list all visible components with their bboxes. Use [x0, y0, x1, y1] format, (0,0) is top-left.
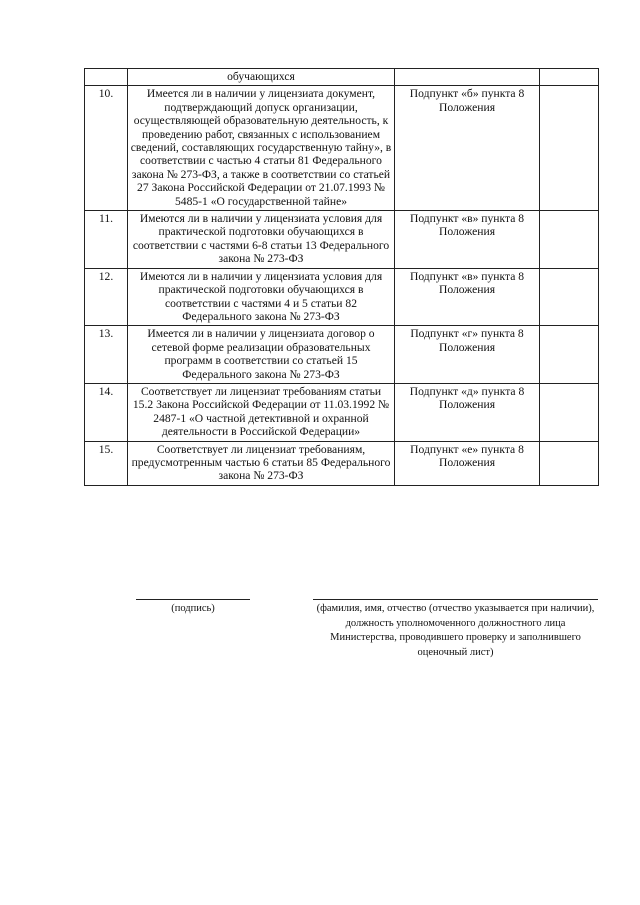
row-reference: Подпункт «в» пункта 8 Положения — [395, 211, 540, 269]
row-question: Имеется ли в наличии у лицензиата договор о сетевой форме реализации образовательных программ в соответствии со статьей 15 Федерального закона № 273-ФЗ — [128, 326, 395, 384]
row-reference: Подпункт «б» пункта 8 Положения — [395, 86, 540, 211]
row-reference: Подпункт «г» пункта 8 Положения — [395, 326, 540, 384]
table-row — [85, 86, 599, 211]
official-name-caption: (фамилия, имя, отчество (отчество указывается при наличии), должность уполномоченного должностного лица Министерства, проводившего проверку и заполнившего оценочный лист) — [316, 603, 595, 658]
table-row — [85, 211, 599, 269]
signature-caption: (подпись) — [171, 603, 215, 614]
row-number — [85, 69, 128, 86]
signature-line — [136, 599, 250, 600]
row-reference: Подпункт «в» пункта 8 Положения — [395, 268, 540, 326]
row-question: Имеется ли в наличии у лицензиата документ, подтверждающий допуск организации, осуществляющей образовательную деятельность, к проведению работ, связанных с использованием сведений, составляющих государственную тайну», в соответствии с частью 4 статьи 81 Федерального закона № 273-ФЗ, а также в соответствии со статьей 27 Закона Российской Федерации от 21.07.1993 № 5485-1 «О государственной тайне» — [128, 86, 395, 211]
row-answer — [540, 69, 599, 86]
official-name-line — [313, 599, 598, 600]
row-number: 10. — [85, 86, 128, 211]
row-answer — [540, 326, 599, 384]
checklist-table — [84, 68, 599, 486]
row-reference: Подпункт «е» пункта 8 Положения — [395, 441, 540, 485]
row-answer — [540, 86, 599, 211]
row-question: обучающихся — [128, 69, 395, 86]
table-row — [85, 326, 599, 384]
row-reference — [395, 69, 540, 86]
row-number: 14. — [85, 383, 128, 441]
table-row — [85, 69, 599, 86]
table-row — [85, 268, 599, 326]
row-number: 15. — [85, 441, 128, 485]
row-number: 12. — [85, 268, 128, 326]
row-question: Имеются ли в наличии у лицензиата условия для практической подготовки обучающихся в соответствии с частями 4 и 5 статьи 82 Федерального закона № 273-ФЗ — [128, 268, 395, 326]
row-number: 11. — [85, 211, 128, 269]
row-number: 13. — [85, 326, 128, 384]
row-answer — [540, 268, 599, 326]
row-question: Соответствует ли лицензиат требованиям, предусмотренным частью 6 статьи 85 Федерального закона № 273-ФЗ — [128, 441, 395, 485]
row-reference: Подпункт «д» пункта 8 Положения — [395, 383, 540, 441]
row-answer — [540, 383, 599, 441]
row-question: Соответствует ли лицензиат требованиям статьи 15.2 Закона Российской Федерации от 11.03.1992 № 2487-1 «О частной детективной и охранной деятельности в Российской Федерации» — [128, 383, 395, 441]
row-question: Имеются ли в наличии у лицензиата условия для практической подготовки обучающихся в соответствии с частями 6-8 статьи 13 Федерального закона № 273-ФЗ — [128, 211, 395, 269]
table-row — [85, 441, 599, 485]
row-answer — [540, 441, 599, 485]
table-row — [85, 383, 599, 441]
row-answer — [540, 211, 599, 269]
